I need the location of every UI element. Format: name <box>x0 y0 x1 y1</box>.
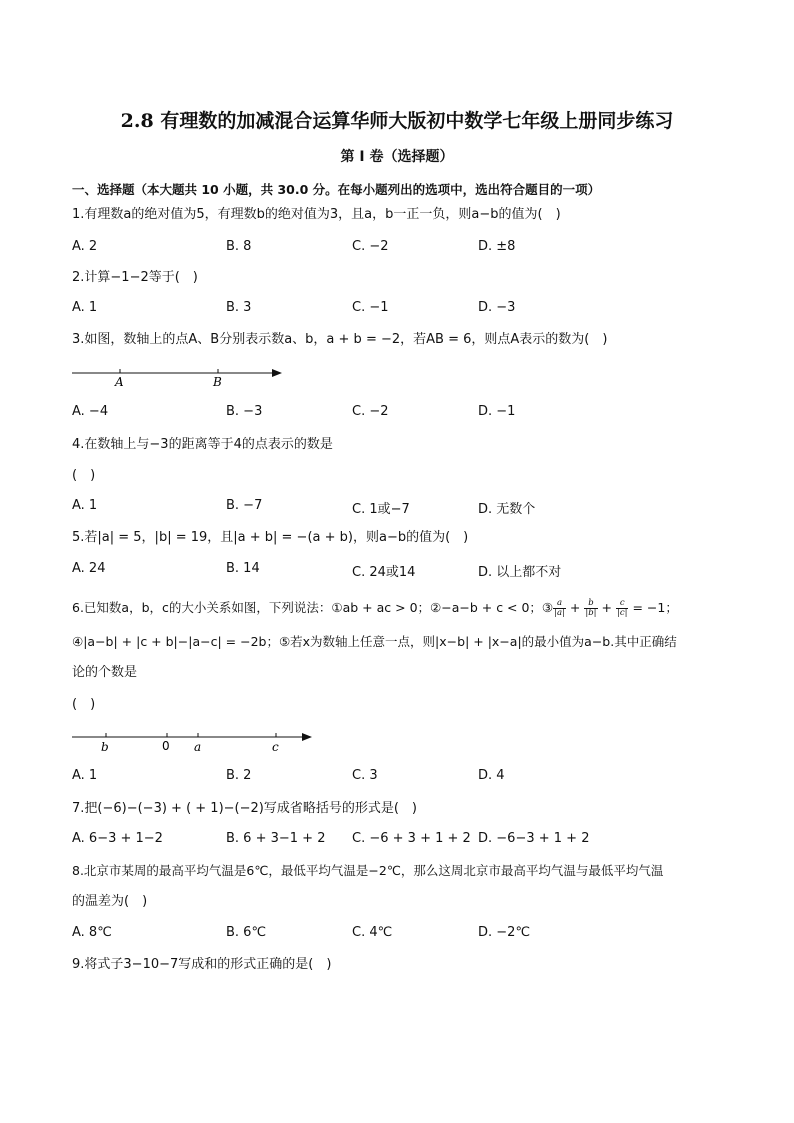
volume-subtitle: 第 I 卷（选择题） <box>340 149 454 165</box>
q7-option-b: B. 6 + 3−1 + 2 <box>226 831 326 846</box>
q3-axis-arrow-icon <box>272 369 282 377</box>
q6-option-d: D. 4 <box>478 768 505 783</box>
section-heading: 一、选择题（本大题共 10 小题，共 30.0 分。在每小题列出的选项中，选出符合题目的一项） <box>72 182 601 197</box>
question-5-stem: 5.若|a| = 5，|b| = 19，且|a + b| = −(a + b)，则a−b的值为( ) <box>72 530 469 545</box>
q3-label-b: B <box>213 375 222 389</box>
question-4-stem: 4.在数轴上与−3的距离等于4的点表示的数是 <box>72 437 333 452</box>
q1-option-d: D. ±8 <box>478 239 516 254</box>
q1-option-a: A. 2 <box>72 239 98 254</box>
question-6-line-1: 6.已知数a，b，c的大小关系如图，下列说法：①ab + ac > 0；②−a−b + c < 0；③ $\frac{a}{|a|}$ + $\frac{b}{|b|}$ + $\frac{c}{|c|}$ = −1； <box>72 598 678 618</box>
question-8-line-2: 的温差为( ) <box>72 894 148 909</box>
q6-axis-arrow-icon <box>302 733 312 741</box>
q7-option-c: C. −6 + 3 + 1 + 2 <box>352 831 471 846</box>
q3-label-a: A <box>115 375 124 389</box>
q8-option-c: C. 4℃ <box>352 925 393 940</box>
q3-option-c: C. −2 <box>352 404 389 419</box>
q8-option-a: A. 8℃ <box>72 925 112 940</box>
q5-option-b: B. 14 <box>226 561 260 576</box>
q7-option-a: A. 6−3 + 1−2 <box>72 831 163 846</box>
question-7-stem: 7.把(−6)−(−3) + ( + 1)−(−2)写成省略括号的形式是( ) <box>72 801 417 816</box>
q6-option-b: B. 2 <box>226 768 252 783</box>
q4-option-c: C. 1或−7 <box>352 502 410 517</box>
question-1-stem: 1.有理数a的绝对值为5，有理数b的绝对值为3，且a，b一正一负，则a−b的值为( ) <box>72 207 561 222</box>
q6-number-line <box>70 728 320 758</box>
q7-option-d: D. −6−3 + 1 + 2 <box>478 831 590 846</box>
q6-label-0: 0 <box>162 739 170 753</box>
question-8-line-1: 8.北京市某周的最高平均气温是6℃，最低平均气温是−2℃，那么这周北京市最高平均气温与最低平均气温 <box>72 863 664 878</box>
q8-option-d: D. −2℃ <box>478 925 531 940</box>
q6-answer-paren: ( ) <box>72 697 96 712</box>
q6-option-c: C. 3 <box>352 768 378 783</box>
q5-option-a: A. 24 <box>72 561 106 576</box>
q4-option-a: A. 1 <box>72 498 98 513</box>
question-3-stem: 3.如图，数轴上的点A、B分别表示数a、b，a + b = −2，若AB = 6，则点A表示的数为( ) <box>72 332 608 347</box>
q3-option-d: D. −1 <box>478 404 516 419</box>
q8-option-b: B. 6℃ <box>226 925 267 940</box>
q6-fraction-c: $\frac{c}{|c|}$ <box>616 598 628 618</box>
q6-line1-end: = −1； <box>628 600 678 615</box>
q4-option-d: D. 无数个 <box>478 502 536 517</box>
q2-option-b: B. 3 <box>226 300 252 315</box>
q2-option-d: D. −3 <box>478 300 516 315</box>
q2-option-c: C. −1 <box>352 300 389 315</box>
q2-option-a: A. 1 <box>72 300 98 315</box>
q1-option-c: C. −2 <box>352 239 389 254</box>
q6-fraction-a: $\frac{a}{|a|}$ <box>554 598 565 618</box>
q3-option-a: A. −4 <box>72 404 109 419</box>
question-9-stem: 9.将式子3−10−7写成和的形式正确的是( ) <box>72 957 332 972</box>
q6-label-b: b <box>101 740 109 754</box>
question-6-line-2: ④|a−b| + |c + b|−|a−c| = −2b；⑤若x为数轴上任意一点，则|x−b| + |x−a|的最小值为a−b.其中正确结 <box>72 634 677 649</box>
question-2-stem: 2.计算−1−2等于( ) <box>72 270 198 285</box>
page-title: 2.8 有理数的加减混合运算华师大版初中数学七年级上册同步练习 <box>120 110 674 132</box>
q5-option-c: C. 24或14 <box>352 565 416 580</box>
q6-option-a: A. 1 <box>72 768 98 783</box>
q6-label-c: c <box>272 740 279 754</box>
q6-line1-text: 6.已知数a，b，c的大小关系如图，下列说法：①ab + ac > 0；②−a−b + c < 0；③ <box>72 600 554 615</box>
q4-answer-paren: ( ) <box>72 468 96 483</box>
question-6-line-3: 论的个数是 <box>72 665 138 680</box>
q6-fraction-b: $\frac{b}{|b|}$ <box>585 598 597 618</box>
q4-option-b: B. −7 <box>226 498 263 513</box>
q5-option-d: D. 以上都不对 <box>478 565 562 580</box>
q3-option-b: B. −3 <box>226 404 263 419</box>
q3-number-line <box>70 360 290 390</box>
q1-option-b: B. 8 <box>226 239 252 254</box>
q6-label-a: a <box>194 740 202 754</box>
